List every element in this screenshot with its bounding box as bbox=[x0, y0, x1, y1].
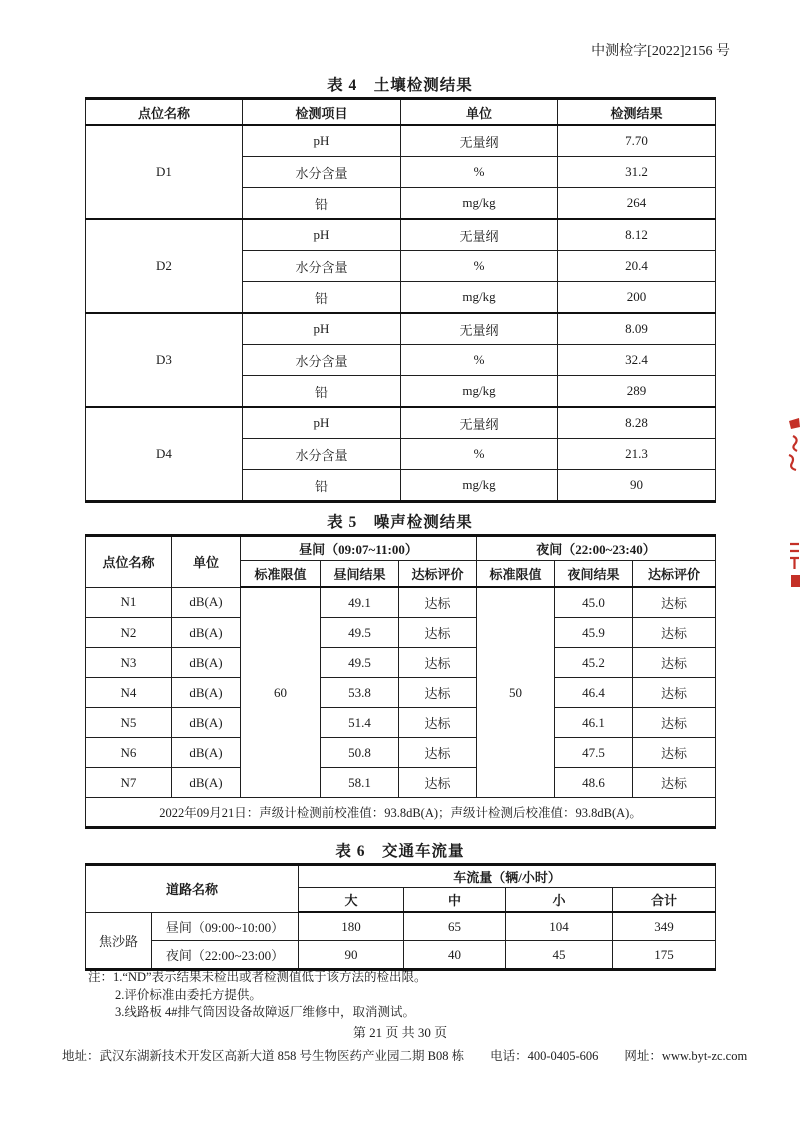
table-cell: 46.1 bbox=[555, 708, 633, 738]
footnote-line bbox=[88, 969, 708, 987]
point-name-cell: N7 bbox=[86, 768, 172, 798]
table-cell: 铅 bbox=[243, 470, 401, 502]
table-cell: 90 bbox=[558, 470, 716, 502]
column-header: 点位名称 bbox=[86, 536, 172, 588]
table-cell: 达标 bbox=[633, 678, 716, 708]
table-cell: dB(A) bbox=[172, 738, 241, 768]
table-cell: 32.4 bbox=[558, 345, 716, 376]
calibration-note: 2022年09月21日：声级计检测前校准值：93.8dB(A)；声级计检测后校准值：93.8dB(A)。 bbox=[86, 798, 716, 828]
table-cell: 53.8 bbox=[321, 678, 399, 708]
table-cell: dB(A) bbox=[172, 678, 241, 708]
table-cell: 无量纲 bbox=[401, 219, 558, 251]
footnote-line: 3.线路板 4#排气筒因设备故障返厂维修中，取消测试。 bbox=[115, 1005, 416, 1019]
table-cell: dB(A) bbox=[172, 618, 241, 648]
point-name-cell: D2 bbox=[86, 219, 243, 313]
table-cell: 达标 bbox=[399, 768, 477, 798]
table-cell: 31.2 bbox=[558, 157, 716, 188]
page-number: 第 21 页 共 30 页 bbox=[352, 1025, 448, 1040]
table-cell: 49.5 bbox=[321, 648, 399, 678]
road-name-header: 道路名称 bbox=[86, 865, 299, 913]
table-cell: mg/kg bbox=[401, 470, 558, 502]
table-cell: 达标 bbox=[633, 738, 716, 768]
point-name-cell: D3 bbox=[86, 313, 243, 407]
column-header: 小 bbox=[506, 888, 613, 913]
table-cell: 20.4 bbox=[558, 251, 716, 282]
table-row bbox=[86, 738, 716, 768]
table-cell: 40 bbox=[404, 941, 506, 970]
table-cell: 349 bbox=[613, 912, 716, 941]
table-cell: 水分含量 bbox=[243, 345, 401, 376]
column-header: 达标评价 bbox=[399, 561, 477, 588]
table-cell: 铅 bbox=[243, 188, 401, 220]
table-cell: 47.5 bbox=[555, 738, 633, 768]
calibration-note-row bbox=[86, 798, 716, 828]
table-cell: 达标 bbox=[633, 587, 716, 618]
table-cell: 175 bbox=[613, 941, 716, 970]
table-cell: 50.8 bbox=[321, 738, 399, 768]
point-name-cell: N5 bbox=[86, 708, 172, 738]
table-cell: mg/kg bbox=[401, 376, 558, 408]
table-cell: 200 bbox=[558, 282, 716, 314]
table-cell: 48.6 bbox=[555, 768, 633, 798]
table-cell: 104 bbox=[506, 912, 613, 941]
table-row bbox=[86, 618, 716, 648]
table-cell: % bbox=[401, 439, 558, 470]
point-name-cell: D4 bbox=[86, 407, 243, 502]
table6-title: 表 6 交通车流量 bbox=[335, 843, 465, 860]
column-header: 检测结果 bbox=[558, 99, 716, 126]
footnote-label: 注： bbox=[88, 970, 114, 984]
table-header-row bbox=[86, 536, 716, 561]
column-header: 标准限值 bbox=[241, 561, 321, 588]
point-name-cell: N6 bbox=[86, 738, 172, 768]
table-cell: 水分含量 bbox=[243, 157, 401, 188]
period-cell: 昼间（09:00~10:00） bbox=[152, 912, 299, 941]
table-cell: 无量纲 bbox=[401, 407, 558, 439]
table-cell: 45.0 bbox=[555, 587, 633, 618]
night-limit-cell: 50 bbox=[477, 587, 555, 798]
table-row bbox=[86, 912, 716, 941]
table4-title: 表 4 土壤检测结果 bbox=[327, 77, 473, 94]
table-cell: 达标 bbox=[633, 708, 716, 738]
day-limit-cell: 60 bbox=[241, 587, 321, 798]
point-name-cell: N3 bbox=[86, 648, 172, 678]
table-cell: 289 bbox=[558, 376, 716, 408]
red-stamp-fragment-icon bbox=[786, 418, 800, 473]
column-header: 中 bbox=[404, 888, 506, 913]
table-row bbox=[86, 678, 716, 708]
table-row bbox=[86, 708, 716, 738]
table-row bbox=[86, 125, 716, 157]
red-stamp-fragment-icon bbox=[788, 542, 800, 590]
footnote-text: 1.“ND”表示结果未检出或者检测值低于该方法的检出限。 bbox=[113, 970, 427, 984]
road-name-cell: 焦沙路 bbox=[86, 912, 152, 970]
table-cell: 水分含量 bbox=[243, 439, 401, 470]
traffic-flow-table bbox=[85, 863, 716, 971]
table-cell: 8.28 bbox=[558, 407, 716, 439]
footer-phone: 电话：400-0405-606 bbox=[490, 1049, 599, 1063]
column-header: 检测项目 bbox=[243, 99, 401, 126]
column-header: 点位名称 bbox=[86, 99, 243, 126]
table-cell: % bbox=[401, 157, 558, 188]
table-cell: 达标 bbox=[399, 708, 477, 738]
night-group-header: 夜间（22:00~23:40） bbox=[477, 536, 716, 561]
table-cell: 水分含量 bbox=[243, 251, 401, 282]
period-cell: 夜间（22:00~23:00） bbox=[152, 941, 299, 970]
table-cell: 180 bbox=[299, 912, 404, 941]
table-row bbox=[86, 313, 716, 345]
table-row bbox=[86, 648, 716, 678]
table-cell: 58.1 bbox=[321, 768, 399, 798]
table-cell: 达标 bbox=[399, 587, 477, 618]
table-row bbox=[86, 768, 716, 798]
table-cell: 65 bbox=[404, 912, 506, 941]
flow-group-header: 车流量（辆/小时） bbox=[299, 865, 716, 888]
column-header: 合计 bbox=[613, 888, 716, 913]
soil-results-table bbox=[85, 97, 716, 503]
table-cell: 90 bbox=[299, 941, 404, 970]
footer-address: 地址：武汉东湖新技术开发区高新大道 858 号生物医药产业园二期 B08 栋 bbox=[62, 1049, 465, 1063]
table-cell: dB(A) bbox=[172, 587, 241, 618]
point-name-cell: N2 bbox=[86, 618, 172, 648]
table-row bbox=[86, 941, 716, 970]
table-cell: 铅 bbox=[243, 376, 401, 408]
table-cell: pH bbox=[243, 407, 401, 439]
table5-title: 表 5 噪声检测结果 bbox=[327, 514, 473, 531]
column-header: 昼间结果 bbox=[321, 561, 399, 588]
table-cell: 7.70 bbox=[558, 125, 716, 157]
table-cell: 264 bbox=[558, 188, 716, 220]
column-header: 大 bbox=[299, 888, 404, 913]
column-header: 单位 bbox=[401, 99, 558, 126]
table-cell: 21.3 bbox=[558, 439, 716, 470]
footer-website: 网址：www.byt-zc.com bbox=[624, 1049, 748, 1063]
table-cell: % bbox=[401, 345, 558, 376]
noise-results-table bbox=[85, 534, 716, 829]
table-row bbox=[86, 407, 716, 439]
document-number: 中测检字[2022]2156 号 bbox=[591, 44, 730, 59]
table-cell: dB(A) bbox=[172, 768, 241, 798]
table-cell: pH bbox=[243, 313, 401, 345]
day-group-header: 昼间（09:07~11:00） bbox=[241, 536, 477, 561]
table-cell: pH bbox=[243, 219, 401, 251]
column-header: 达标评价 bbox=[633, 561, 716, 588]
table-cell: 8.09 bbox=[558, 313, 716, 345]
footnotes bbox=[88, 969, 708, 1022]
table-cell: 达标 bbox=[633, 768, 716, 798]
table-cell: 达标 bbox=[399, 618, 477, 648]
table-cell: 45.9 bbox=[555, 618, 633, 648]
point-name-cell: D1 bbox=[86, 125, 243, 219]
column-header: 单位 bbox=[172, 536, 241, 588]
table-cell: 49.5 bbox=[321, 618, 399, 648]
table-row bbox=[86, 587, 716, 618]
table-cell: 51.4 bbox=[321, 708, 399, 738]
point-name-cell: N4 bbox=[86, 678, 172, 708]
table-cell: 铅 bbox=[243, 282, 401, 314]
table-cell: mg/kg bbox=[401, 282, 558, 314]
table-cell: 46.4 bbox=[555, 678, 633, 708]
table-cell: 无量纲 bbox=[401, 125, 558, 157]
footnote-line: 2.评价标准由委托方提供。 bbox=[115, 987, 262, 1002]
table-cell: 达标 bbox=[633, 648, 716, 678]
column-header: 标准限值 bbox=[477, 561, 555, 588]
table-cell: 45.2 bbox=[555, 648, 633, 678]
table-cell: 8.12 bbox=[558, 219, 716, 251]
table-cell: 无量纲 bbox=[401, 313, 558, 345]
table-cell: dB(A) bbox=[172, 648, 241, 678]
table-cell: pH bbox=[243, 125, 401, 157]
table-cell: 45 bbox=[506, 941, 613, 970]
table-cell: mg/kg bbox=[401, 188, 558, 220]
table-header-row bbox=[86, 99, 716, 126]
table-row bbox=[86, 219, 716, 251]
point-name-cell: N1 bbox=[86, 587, 172, 618]
table-cell: 达标 bbox=[633, 618, 716, 648]
table-cell: % bbox=[401, 251, 558, 282]
table-cell: 达标 bbox=[399, 738, 477, 768]
table-cell: dB(A) bbox=[172, 708, 241, 738]
table-cell: 达标 bbox=[399, 648, 477, 678]
page-footer bbox=[62, 1046, 748, 1064]
table-cell: 达标 bbox=[399, 678, 477, 708]
table-header-row bbox=[86, 865, 716, 888]
table-cell: 49.1 bbox=[321, 587, 399, 618]
column-header: 夜间结果 bbox=[555, 561, 633, 588]
